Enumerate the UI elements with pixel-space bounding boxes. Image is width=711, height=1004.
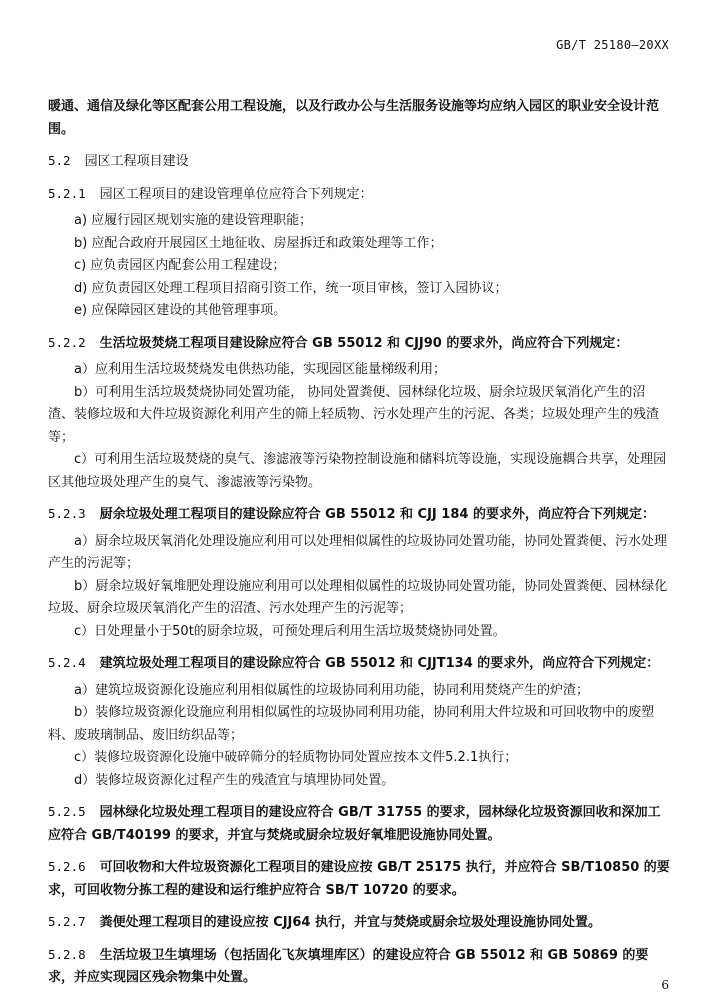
clause-number: 5.2.5 bbox=[48, 804, 86, 819]
list-item: a）应利用生活垃圾焚烧发电供热功能，实现园区能量梯级利用； bbox=[74, 362, 446, 377]
clause-number: 5.2.8 bbox=[48, 946, 86, 962]
clause-title: 园林绿化垃圾处理工程项目的建设应符合 GB/T 31755 的要求，园林绿化垃圾资源回收和深加工应符合 GB/T40199 的要求，并宜与焚烧或厨余垃圾好氧堆肥设施协同处置。 bbox=[48, 805, 661, 843]
clause-5-2-1 bbox=[48, 183, 670, 323]
clause-heading bbox=[48, 332, 670, 356]
list-item: a) 应履行园区规划实施的建设管理职能； bbox=[74, 213, 313, 228]
list-item: c) 应负责园区内配套公用工程建设； bbox=[74, 258, 286, 273]
clause-paragraph bbox=[48, 801, 670, 847]
list-item: d）装修垃圾资源化过程产生的残渣宜与填埋协同处置。 bbox=[74, 772, 395, 788]
list-item: c）日处理量小于50t的厨余垃圾，可预处理后利用生活垃圾焚烧协同处置。 bbox=[74, 623, 506, 639]
list-item: c）可利用生活垃圾焚烧的臭气、渗滤液等污染物控制设施和储料坑等设施，实现设施耦合共享，处理园区其他垃圾处理产生的臭气、渗滤液等污染物。 bbox=[48, 452, 667, 490]
clause-heading bbox=[48, 652, 670, 676]
list-item: c）装修垃圾资源化设施中破碎筛分的轻质物协同处置应按本文件5.2.1执行； bbox=[74, 750, 518, 765]
clause-5-2-4 bbox=[48, 652, 670, 792]
section-number: 5.2 bbox=[48, 153, 71, 168]
clause-number: 5.2.4 bbox=[48, 655, 86, 670]
clause-number: 5.2.6 bbox=[48, 859, 86, 874]
clause-title: 可回收物和大件垃圾资源化工程项目的建设应按 GB/T 25175 执行，并应符合 SB/T10850 的要求，可回收物分拣工程的建设和运行维护应符合 SB/T 10720 的要求。 bbox=[48, 860, 670, 898]
clause-title: 园区工程项目的建设管理单位应符合下列规定： bbox=[99, 186, 373, 202]
section-heading bbox=[48, 150, 670, 174]
list-item: b）厨余垃圾好氧堆肥处理设施应利用可以处理相似属性的垃圾协同处置功能，协同处置粪便、园林绿化垃圾、厨余垃圾厌氧消化产生的沼渣、污水处理产生的污泥等； bbox=[48, 578, 668, 616]
clause-title: 生活垃圾焚烧工程项目建设除应符合 GB 55012 和 CJJ90 的要求外，尚应符合下列规定： bbox=[99, 335, 629, 351]
clause-5-2-3 bbox=[48, 503, 670, 643]
clause-5-2-6 bbox=[48, 856, 670, 902]
document-body bbox=[48, 96, 670, 999]
clause-number: 5.2.2 bbox=[48, 334, 86, 350]
section-title: 园区工程项目建设 bbox=[84, 154, 189, 169]
list-item: b）可利用生活垃圾焚烧协同处置功能， 协同处置粪便、园林绿化垃圾、厨余垃圾厌氧消化产生的沼渣、装修垃圾和大件垃圾资源化利用产生的筛上轻质物、污水处理产生的污泥、各类；垃圾处理产生的残渣等； bbox=[48, 384, 660, 445]
clause-5-2-5 bbox=[48, 801, 670, 847]
clause-5-2-2 bbox=[48, 332, 670, 495]
clause-number: 5.2.7 bbox=[48, 914, 86, 929]
clause-paragraph bbox=[48, 911, 670, 935]
list-item: a）厨余垃圾厌氧消化处理设施应利用可以处理相似属性的垃圾协同处置功能，协同处置粪便、污水处理产生的污泥等； bbox=[48, 533, 667, 571]
clause-number: 5.2.3 bbox=[48, 506, 86, 521]
list-item: e) 应保障园区建设的其他管理事项。 bbox=[74, 303, 287, 318]
clause-number: 5.2.1 bbox=[48, 185, 86, 201]
clause-5-2-8 bbox=[48, 944, 670, 990]
page-number: 6 bbox=[661, 978, 669, 992]
list-item: d) 应负责园区处理工程项目招商引资工作，统一项目审核，签订入园协议； bbox=[74, 280, 508, 296]
clause-5-2-7 bbox=[48, 911, 670, 935]
list-item: b）装修垃圾资源化设施应利用相似属性的垃圾协同利用功能，协同利用大件垃圾和可回收物中的废塑料、废玻璃制品、废旧纺织品等； bbox=[48, 705, 655, 743]
list-item: a）建筑垃圾资源化设施应利用相似属性的垃圾协同利用功能，协同利用焚烧产生的炉渣； bbox=[74, 682, 589, 698]
clause-title: 粪便处理工程项目的建设应按 CJJ64 执行，并宜与焚烧或厨余垃圾处理设施协同处置。 bbox=[99, 915, 601, 930]
clause-title: 建筑垃圾处理工程项目的建设除应符合 GB 55012 和 CJJT134 的要求外，尚应符合下列规定： bbox=[99, 656, 660, 671]
list-item: b) 应配合政府开展园区土地征收、房屋拆迁和政策处理等工作； bbox=[74, 235, 443, 251]
clause-heading bbox=[48, 183, 670, 207]
clause-paragraph bbox=[48, 856, 670, 902]
clause-paragraph bbox=[48, 944, 670, 990]
clause-title: 生活垃圾卫生填埋场（包括固化飞灰填埋库区）的建设应符合 GB 55012 和 GB 50869 的要求，并应实现园区残余物集中处置。 bbox=[48, 947, 649, 985]
clause-title: 厨余垃圾处理工程项目的建设除应符合 GB 55012 和 CJJ 184 的要求外，尚应符合下列规定： bbox=[99, 507, 655, 522]
clause-heading bbox=[48, 503, 670, 527]
intro-paragraph: 暖通、通信及绿化等区配套公用工程设施，以及行政办公与生活服务设施等均应纳入园区的职业安全设计范围。 bbox=[48, 99, 660, 137]
standard-number-header: GB/T 25180—20XX bbox=[556, 38, 669, 52]
